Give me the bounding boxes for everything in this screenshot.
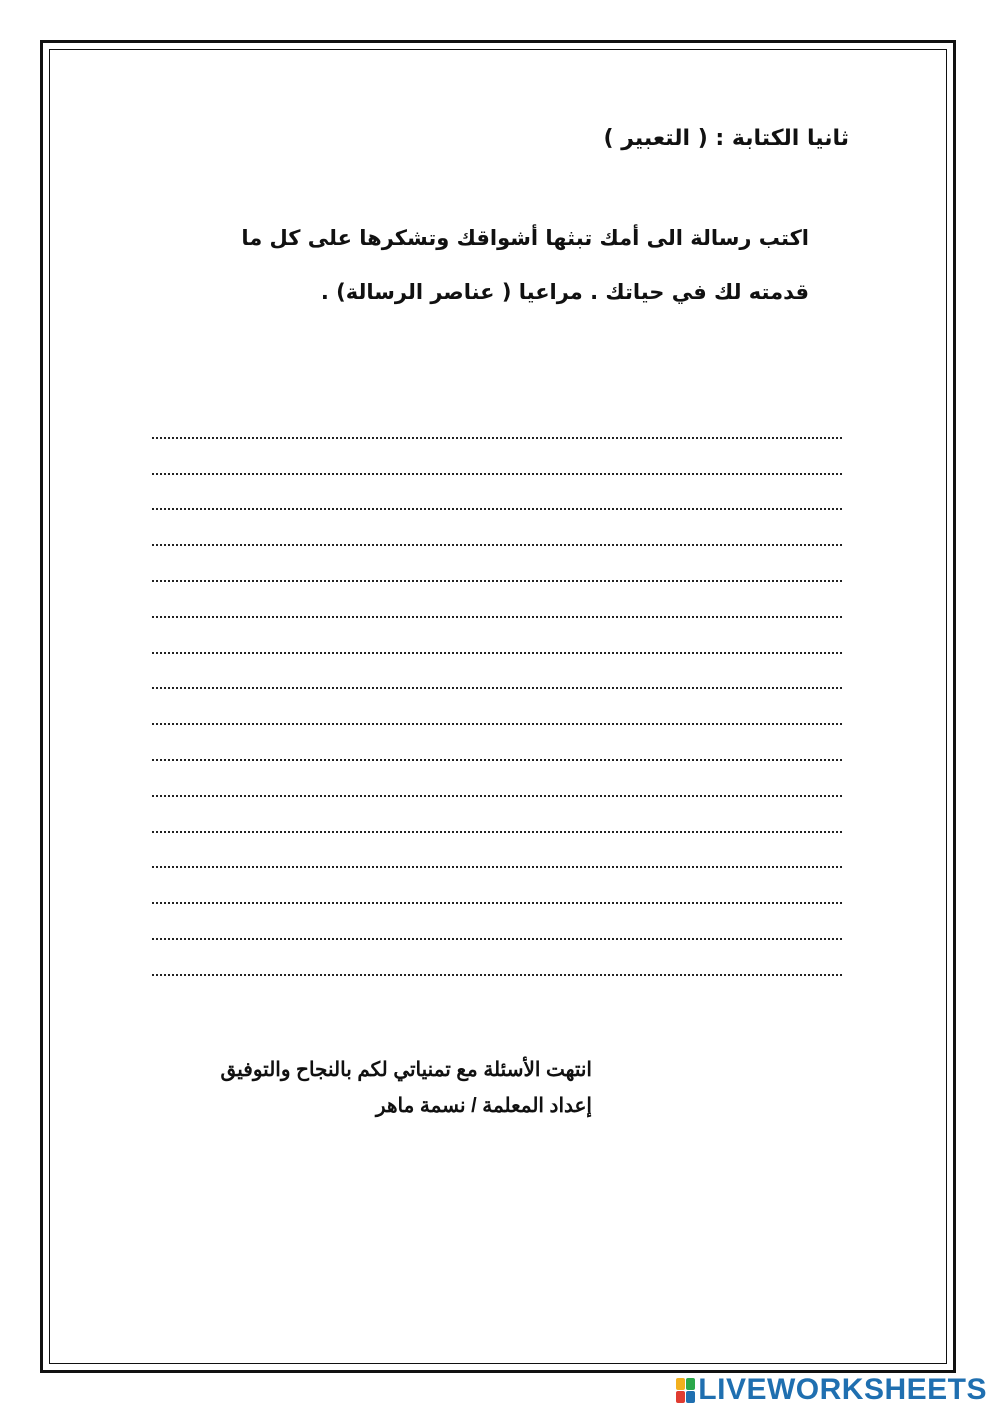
answer-line[interactable] bbox=[152, 940, 842, 976]
answer-line[interactable] bbox=[152, 403, 842, 439]
answer-line[interactable] bbox=[152, 797, 842, 833]
section-heading: ثانيا الكتابة : ( التعبير ) bbox=[603, 126, 849, 151]
answer-line[interactable] bbox=[152, 546, 842, 582]
answer-line[interactable] bbox=[152, 439, 842, 475]
answer-line[interactable] bbox=[152, 833, 842, 869]
answer-line[interactable] bbox=[152, 904, 842, 940]
writing-prompt bbox=[209, 228, 809, 336]
answer-line[interactable] bbox=[152, 725, 842, 761]
liveworksheets-logo-icon bbox=[676, 1378, 695, 1403]
answer-line[interactable] bbox=[152, 761, 842, 797]
answer-line[interactable] bbox=[152, 618, 842, 654]
logo-block bbox=[676, 1391, 685, 1403]
writing-prompt-line-1: اكتب رسالة الى أمك تبثها أشواقك وتشكرها على كل ما bbox=[241, 226, 809, 250]
answer-line[interactable] bbox=[152, 868, 842, 904]
logo-block bbox=[686, 1391, 695, 1403]
answer-line[interactable] bbox=[152, 582, 842, 618]
answer-area[interactable] bbox=[152, 403, 842, 976]
teacher-credit: إعداد المعلمة / نسمة ماهر bbox=[375, 1095, 592, 1117]
answer-line[interactable] bbox=[152, 654, 842, 690]
logo-block bbox=[676, 1378, 685, 1390]
logo-block bbox=[686, 1378, 695, 1390]
closing-wishes: انتهت الأسئلة مع تمنياتي لكم بالنجاح والتوفيق bbox=[220, 1059, 592, 1081]
closing-note bbox=[152, 1052, 592, 1124]
watermark-text: LIVEWORKSHEETS bbox=[698, 1373, 987, 1406]
writing-prompt-line-2: قدمته لك في حياتك . مراعيا ( عناصر الرسالة) . bbox=[320, 280, 809, 304]
watermark bbox=[676, 1372, 987, 1408]
answer-line[interactable] bbox=[152, 510, 842, 546]
answer-line[interactable] bbox=[152, 475, 842, 511]
answer-line[interactable] bbox=[152, 689, 842, 725]
